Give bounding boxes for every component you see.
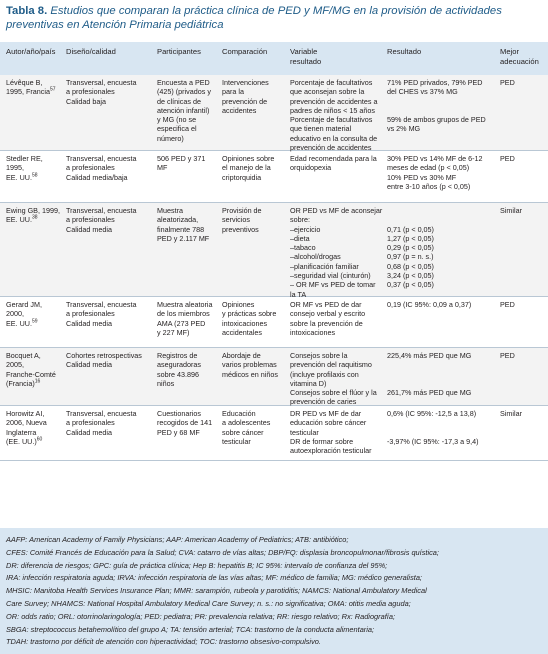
cell-line: EE. UU.$^{58}$ xyxy=(6,172,38,182)
cell-line: Similar xyxy=(500,206,522,215)
cell-comparacion xyxy=(222,409,270,446)
cell-mejor xyxy=(500,78,515,87)
cell-line: -3,97% (IC 95%: -17,3 a 9,4) xyxy=(387,436,479,446)
cell-line: (425) (privados y xyxy=(157,87,211,97)
cell-line: PED y 2.117 MF xyxy=(157,233,210,243)
cell-line: –planificación familiar xyxy=(290,261,359,271)
table-caption xyxy=(6,4,542,32)
cell-line: médicos en niños xyxy=(222,369,278,379)
cell-resultado xyxy=(387,78,486,134)
cell-line: 3,24 (p < 0,05) xyxy=(387,271,434,281)
cell-line: atención infantil) xyxy=(157,105,210,115)
cell-line: Calidad baja xyxy=(66,96,106,106)
cell-mejor xyxy=(500,206,522,215)
cell-line: prevención de accidentes xyxy=(290,143,372,153)
cell-diseno xyxy=(66,206,136,234)
cell-line: Calidad media/baja xyxy=(66,172,128,182)
cell-line: Franche-Comté xyxy=(6,369,56,379)
cell-line: OR PED vs MF de aconsejar xyxy=(290,206,383,215)
cell-autor xyxy=(6,300,42,328)
cell-line: 59% de ambos grupos de PED xyxy=(387,115,486,125)
column-header-autor xyxy=(6,47,55,57)
cell-line: Lévêque B, xyxy=(6,78,43,87)
cell-line: Educación xyxy=(222,409,256,418)
cell-variable xyxy=(290,206,382,299)
cell-line: sobre: xyxy=(290,215,310,225)
cell-line: Transversal, encuesta xyxy=(66,300,137,309)
cell-resultado xyxy=(387,351,471,397)
cell-variable xyxy=(290,78,378,152)
cell-line: OR MF vs PED de dar xyxy=(290,300,362,309)
reference-number: 60 xyxy=(36,436,43,443)
cell-line: (Francia)$^{16}$ xyxy=(6,378,41,388)
cell-line: testicular xyxy=(290,427,319,437)
cell-line: Transversal, encuesta xyxy=(66,409,137,418)
cell-line: a profesionales xyxy=(66,418,115,428)
table-title: Estudios que comparan la práctica clínica de PED y MF/MG en la provisión de actividades preventivas en Atención Primaria pediátrica xyxy=(6,5,502,31)
table-row xyxy=(0,151,548,203)
cell-line: 0,71 (p < 0,05) xyxy=(387,224,434,234)
cell-line: –ejercicio xyxy=(290,224,321,234)
cell-line: 0,68 (p < 0,05) xyxy=(387,261,434,271)
cell-variable xyxy=(290,409,372,455)
cell-autor xyxy=(6,351,56,388)
cell-line: –dieta xyxy=(290,233,310,243)
cell-mejor xyxy=(500,154,515,163)
column-header-line: Comparación xyxy=(222,47,268,56)
cell-comparacion xyxy=(222,154,274,182)
cell-comparacion xyxy=(222,206,262,234)
cell-line: AMA (273 PED xyxy=(157,318,206,328)
cell-line: accidentales xyxy=(222,327,262,337)
cell-line: finalmente 788 xyxy=(157,224,205,234)
cell-line: PED y 68 MF xyxy=(157,427,200,437)
table-footnotes xyxy=(0,528,548,654)
cell-resultado xyxy=(387,300,471,309)
cell-participantes xyxy=(157,409,212,437)
cell-line: Abordaje de xyxy=(222,351,261,360)
column-header-line: Variable xyxy=(290,47,318,56)
footnote-line: OR: odds ratio; ORL: otorrinolaringología; PED: pediatra; PR: prevalencia relativa; RR: riesgo relativo; Rx: Radiografía; xyxy=(6,611,396,621)
column-header-line: resultado xyxy=(290,56,322,66)
column-header-diseno xyxy=(66,47,116,57)
cell-line: número) xyxy=(157,133,184,143)
cell-line: 71% PED privados, 79% PED xyxy=(387,78,483,87)
cell-line: 2006, Nueva xyxy=(6,418,47,428)
footnote-line: TDAH: trastorno por déficit de atención con hiperactividad; TOC: trastorno obsesivo-compulsivo. xyxy=(6,637,321,647)
cell-line: Ewing GB, 1999, xyxy=(6,206,60,215)
cell-participantes xyxy=(157,351,201,388)
cell-line: PED xyxy=(500,300,515,309)
column-header-line: Diseño/calidad xyxy=(66,47,116,56)
column-header-line: Resultado xyxy=(387,47,422,56)
cell-line: Similar xyxy=(500,409,522,418)
column-header-line: Autor/año/país xyxy=(6,47,56,56)
cell-line: a profesionales xyxy=(66,163,115,173)
cell-line: el manejo de la xyxy=(222,163,271,173)
cell-line: 0,6% (IC 95%: -12,5 a 13,8) xyxy=(387,409,477,418)
cell-line xyxy=(387,106,486,115)
cell-mejor xyxy=(500,351,515,360)
table-header xyxy=(0,42,548,75)
cell-line: 1995, Francia$^{57}$ xyxy=(6,86,56,97)
cell-line: Muestra aleatoria xyxy=(157,300,213,309)
cell-diseno xyxy=(66,351,142,370)
cell-line: especifica el xyxy=(157,124,197,134)
cell-line: 30% PED vs 14% MF de 6-12 xyxy=(387,154,483,163)
reference-number: 58 xyxy=(31,172,38,179)
cell-line: vitamina D) xyxy=(290,378,327,388)
cell-line: preventivos xyxy=(222,224,259,234)
cell-line: Stedler RE, xyxy=(6,154,43,163)
cell-line: que aconsejan sobre la xyxy=(290,87,365,97)
cell-line: 10% PED vs 30% MF xyxy=(387,172,457,182)
column-header-line: Mejor xyxy=(500,47,519,56)
cell-line: Calidad media xyxy=(66,224,112,234)
cell-line: Inglaterra xyxy=(6,427,37,437)
cell-line xyxy=(387,428,479,437)
cell-line: DR de formar sobre xyxy=(290,436,354,446)
cell-line: Calidad media xyxy=(66,427,112,437)
cell-variable xyxy=(290,300,365,337)
cell-line: Gerard JM, xyxy=(6,300,42,309)
cell-line: prevención de xyxy=(222,96,268,106)
footnote-line: MHSIC: Manitoba Health Services Insurance Plan; MMR: sarampión, rubeola y parotiditis; NAMCS: National Ambulatory Medical xyxy=(6,586,427,596)
cell-line: padres de niños < 15 años xyxy=(290,105,375,115)
cell-line: Transversal, encuesta xyxy=(66,78,137,87)
cell-line: Provisión de xyxy=(222,206,262,215)
reference-number: 38 xyxy=(31,214,38,221)
cell-line: (EE. UU.)$^{60}$ xyxy=(6,436,43,446)
reference-number: 59 xyxy=(31,318,38,325)
cell-line: educación sobre cáncer xyxy=(290,418,367,428)
cell-line: consejo verbal y escrito xyxy=(290,309,366,319)
table-row xyxy=(0,203,548,297)
footnote-line: IRA: infección respiratoria aguda; IRVA: infección respiratoria de las vías altas; MF: médico de familia; MG: médico generalista; xyxy=(6,573,422,583)
cell-diseno xyxy=(66,300,136,328)
cell-line: EE. UU.$^{59}$ xyxy=(6,318,38,328)
cell-resultado xyxy=(387,409,479,446)
cell-mejor xyxy=(500,409,522,418)
cell-line: accidentes xyxy=(222,105,257,115)
cell-line: orquidopexia xyxy=(290,163,332,173)
cell-participantes xyxy=(157,300,213,337)
cell-line: sobre 43.896 xyxy=(157,369,199,379)
cell-line: 0,29 (p < 0,05) xyxy=(387,243,434,253)
cell-line: del CHES vs 37% MG xyxy=(387,87,458,97)
cell-line: Muestra xyxy=(157,206,183,215)
cell-line: prevención de accidentes a xyxy=(290,96,378,106)
cell-autor xyxy=(6,154,43,182)
cell-line: MF xyxy=(157,163,168,173)
cell-line: sobre la prevención de xyxy=(290,318,363,328)
cell-line: prevención de caries xyxy=(290,397,357,407)
cell-diseno xyxy=(66,78,136,106)
table-row xyxy=(0,406,548,461)
cell-line: vs 2% MG xyxy=(387,124,421,134)
cell-line: 506 PED y 371 xyxy=(157,154,206,163)
cell-line: 0,19 (IC 95%: 0,09 a 0,37) xyxy=(387,300,472,309)
cell-autor xyxy=(6,206,60,225)
footnote-line: DR: diferencia de riesgos; GPC: guía de práctica clínica; Hep B: hepatitis B; IC 95%: intervalo de confianza del 95%; xyxy=(6,560,388,570)
cell-line: Horowitz AI, xyxy=(6,409,45,418)
cell-line: Consejos sobre la xyxy=(290,351,348,360)
cell-line: PED xyxy=(500,78,515,87)
cell-line: y prácticas sobre xyxy=(222,309,277,319)
footnote-line: Care Survey; NHAMCS: National Hospital Ambulatory Medical Care Survey; n. s.: no significativa; OMA: otitis media aguda; xyxy=(6,599,411,608)
cell-line: a profesionales xyxy=(66,309,115,319)
cell-line: autoexploración testicular xyxy=(290,446,372,456)
cell-diseno xyxy=(66,154,136,182)
cell-resultado xyxy=(387,154,482,191)
cell-line: Porcentaje de facultativos xyxy=(290,115,373,125)
column-header-line: adecuación xyxy=(500,56,539,66)
column-header-line: Participantes xyxy=(157,47,201,56)
cell-line: aseguradoras xyxy=(157,360,201,370)
cell-line: educativo en la consulta de xyxy=(290,133,378,143)
cell-line xyxy=(387,418,479,427)
cell-line: 261,7% más PED que MG xyxy=(387,388,472,398)
cell-line: que tienen material xyxy=(290,124,352,134)
cell-participantes xyxy=(157,206,209,243)
cell-line: aleatorizada, xyxy=(157,215,199,225)
cell-line: Calidad media xyxy=(66,360,112,370)
cell-line: varios problemas xyxy=(222,360,277,370)
cell-variable xyxy=(290,351,377,407)
cell-line: 1,27 (p < 0,05) xyxy=(387,233,434,243)
cell-line: meses de edad (p < 0,05) xyxy=(387,163,470,173)
cell-line: testicular xyxy=(222,436,251,446)
cell-line: de los miembros xyxy=(157,309,210,319)
cell-line: 0,97 (p = n. s.) xyxy=(387,252,434,262)
cell-line: Encuesta a PED xyxy=(157,78,210,87)
column-header-mejor xyxy=(500,47,539,66)
cell-line: (incluye profilaxis con xyxy=(290,369,359,379)
cell-line: intoxicaciones xyxy=(222,318,268,328)
cell-line: Transversal, encuesta xyxy=(66,206,137,215)
cell-line: entre 3-10 años (p < 0,05) xyxy=(387,181,471,191)
cell-line: 2005, xyxy=(6,360,24,370)
cell-line xyxy=(387,206,434,215)
cell-line: recogidos de 141 xyxy=(157,418,213,428)
cell-line: EE. UU.$^{38}$ xyxy=(6,214,38,225)
table-number: Tabla 8. xyxy=(6,5,48,17)
cell-comparacion xyxy=(222,78,269,115)
cell-line: a profesionales xyxy=(66,87,115,97)
footnote-line: CFES: Comité Francés de Educación para la Salud; CVA: catarro de vías altas; DBP/FQ: displasia broncopulmonar/fibrosis quística; xyxy=(6,547,439,557)
footnote-line: AAFP: American Academy of Family Physicians; AAP: American Academy of Pediatrics; ATB: antibiótico; xyxy=(6,535,349,544)
cell-line: Opiniones xyxy=(222,300,255,309)
column-header-participantes xyxy=(157,47,201,57)
cell-line: prevención del raquitismo xyxy=(290,360,372,370)
cell-line xyxy=(387,370,471,379)
column-header-variable xyxy=(290,47,321,66)
cell-resultado xyxy=(387,206,434,290)
table-row xyxy=(0,297,548,348)
cell-line: – OR MF vs PED de tomar xyxy=(290,280,376,290)
cell-line: 2000, xyxy=(6,309,24,319)
cell-line: de clínicas de xyxy=(157,96,201,106)
cell-line: Transversal, encuesta xyxy=(66,154,137,163)
cell-line: y MG (no se xyxy=(157,115,197,125)
reference-number: 16 xyxy=(34,378,41,385)
cell-line: Calidad media xyxy=(66,318,112,328)
cell-line: para la xyxy=(222,87,244,97)
cell-line xyxy=(387,215,434,224)
cell-line: Consejos sobre el flúor y la xyxy=(290,388,377,398)
cell-line: sobre cáncer xyxy=(222,427,264,437)
cell-line: la TA xyxy=(290,289,307,299)
cell-line: Intervenciones xyxy=(222,78,269,87)
column-header-resultado xyxy=(387,47,421,57)
cell-line: y 227 MF) xyxy=(157,327,190,337)
cell-line: PED xyxy=(500,154,515,163)
cell-line: a adolescentes xyxy=(222,418,271,428)
footnote-line: SBGA: streptococcus betahemolítico del grupo A; TA: tensión arterial; TCA: trastorno de la conducta alimentaria; xyxy=(6,624,375,634)
cell-line: Porcentaje de facultativos xyxy=(290,78,373,87)
cell-line xyxy=(387,379,471,388)
cell-line: Bocquet A, xyxy=(6,351,41,360)
cell-line: Cuestionarios xyxy=(157,409,201,418)
cell-line: Opiniones sobre xyxy=(222,154,275,163)
cell-comparacion xyxy=(222,300,276,337)
cell-line: a profesionales xyxy=(66,215,115,225)
cell-participantes xyxy=(157,78,211,143)
cell-line: 0,37 (p < 0,05) xyxy=(387,280,434,290)
cell-diseno xyxy=(66,409,136,437)
cell-line: PED xyxy=(500,351,515,360)
cell-line: niños xyxy=(157,378,175,388)
cell-line: 225,4% más PED que MG xyxy=(387,351,472,360)
cell-line: intoxicaciones xyxy=(290,327,336,337)
cell-autor xyxy=(6,409,47,446)
cell-line: Edad recomendada para la xyxy=(290,154,377,163)
table-row xyxy=(0,348,548,406)
cell-line: servicios xyxy=(222,215,250,225)
cell-line: Cohortes retrospectivas xyxy=(66,351,142,360)
table-row xyxy=(0,75,548,151)
cell-line: –seguridad vial (cinturón) xyxy=(290,271,371,281)
cell-mejor xyxy=(500,300,515,309)
cell-participantes xyxy=(157,154,205,173)
cell-line: DR PED vs MF de dar xyxy=(290,409,362,418)
cell-line: –alcohol/drogas xyxy=(290,252,341,262)
cell-autor xyxy=(6,78,56,97)
cell-line xyxy=(387,97,486,106)
column-header-comparacion xyxy=(222,47,267,57)
reference-number: 57 xyxy=(49,86,56,93)
cell-line: Registros de xyxy=(157,351,198,360)
cell-line xyxy=(387,360,471,369)
cell-line: criptorquidia xyxy=(222,172,262,182)
cell-variable xyxy=(290,154,377,173)
cell-comparacion xyxy=(222,351,278,379)
cell-line: –tabaco xyxy=(290,243,316,253)
cell-line: 1995, xyxy=(6,163,24,173)
